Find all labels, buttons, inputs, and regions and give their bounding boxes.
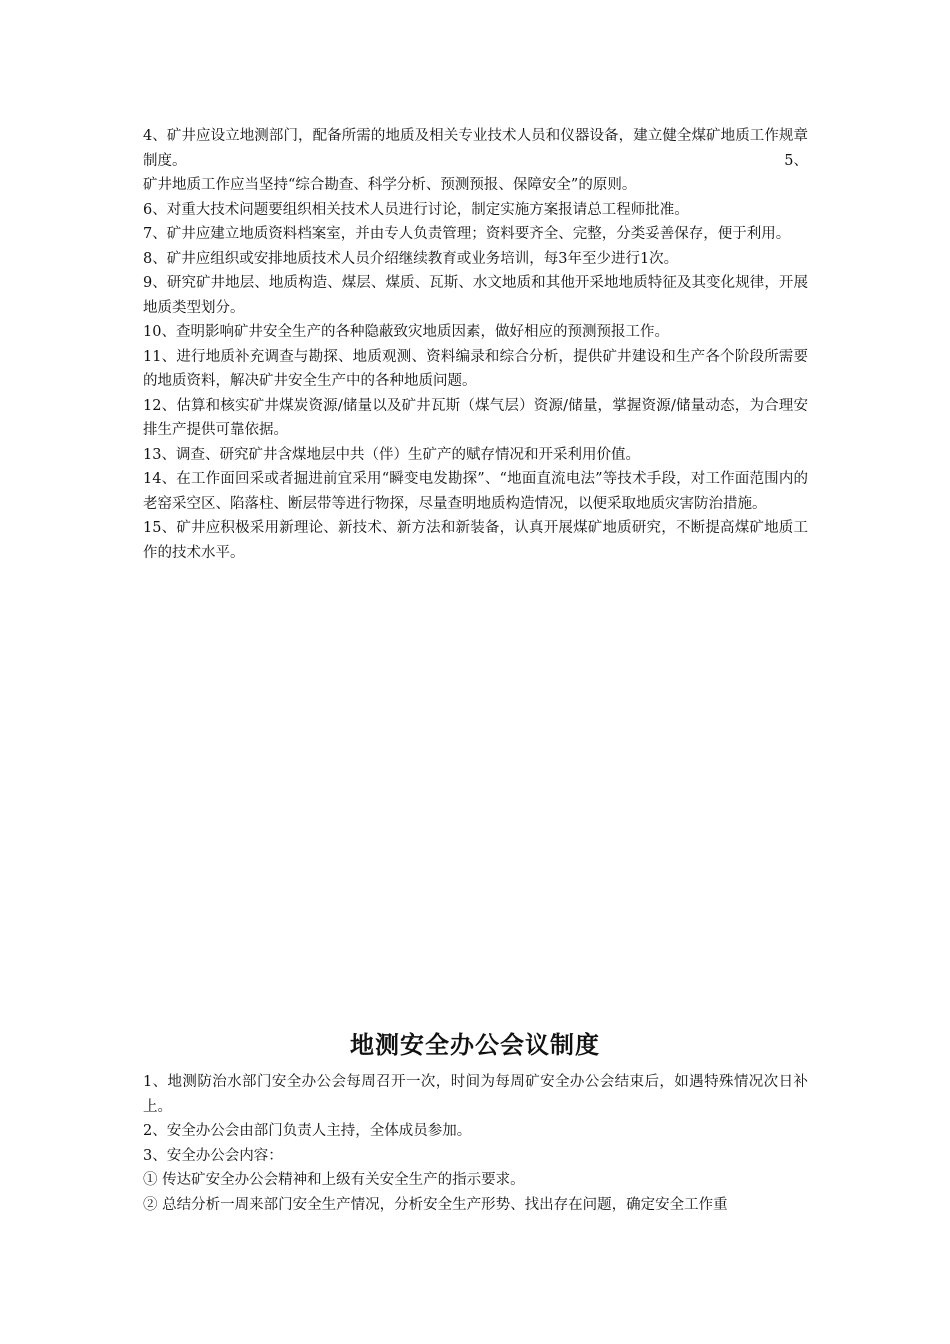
paragraph-12: 12、估算和核实矿井煤炭资源/储量以及矿井瓦斯（煤气层）资源/储量，掌握资源/储量动态，为合理安排生产提供可靠依据。 bbox=[143, 397, 808, 438]
paragraph-11: 11、进行地质补充调查与勘探、地质观测、资料编录和综合分析，提供矿井建设和生产各个阶段所需要的地质资料，解决矿井安全生产中的各种地质问题。 bbox=[143, 348, 808, 389]
paragraph-4: 4、矿井应设立地测部门，配备所需的地质及相关专业技术人员和仪器设备，建立健全煤矿地质工作规章制度。 bbox=[143, 128, 808, 169]
meeting-content-item-2: ② 总结分析一周来部门安全生产情况，分析安全生产形势、找出存在问题，确定安全工作重 bbox=[143, 1196, 728, 1213]
paragraph-5 bbox=[143, 152, 808, 198]
section-safety-meeting bbox=[143, 1070, 808, 1217]
paragraph-8: 8、矿井应组织或安排地质技术人员介绍继续教育或业务培训，每3年至少进行1次。 bbox=[143, 250, 679, 267]
paragraph-10: 10、查明影响矿井安全生产的各种隐蔽致灾地质因素，做好相应的预测预报工作。 bbox=[143, 324, 669, 340]
paragraph-5-number: 5、 bbox=[784, 152, 808, 169]
paragraph-14: 14、在工作面回采或者掘进前宜采用“瞬变电发勘探”、“地面直流电法”等技术手段，对工作面范围内的老窑采空区、陷落柱、断层带等进行物探，尽量查明地质构造情况，以便采取地质灾害防治措施。 bbox=[143, 471, 808, 512]
meeting-content-item-1: ① 传达矿安全办公会精神和上级有关安全生产的指示要求。 bbox=[143, 1172, 525, 1188]
paragraph-6: 6、对重大技术问题要组织相关技术人员进行讨论，制定实施方案报请总工程师批准。 bbox=[143, 201, 689, 218]
paragraph-5-text: 矿井地质工作应当坚持“综合勘查、科学分析、预测预报、保障安全”的原则。 bbox=[143, 177, 637, 193]
paragraph-15: 15、矿井应积极采用新理论、新技术、新方法和新装备，认真开展煤矿地质研究，不断提高煤矿地质工作的技术水平。 bbox=[143, 520, 808, 561]
paragraph-9: 9、研究矿井地层、地质构造、煤层、煤质、瓦斯、水文地质和其他开采地地质特征及其变化规律，开展地质类型划分。 bbox=[143, 275, 808, 316]
meeting-paragraph-2: 2、安全办公会由部门负责人主持，全体成员参加。 bbox=[143, 1123, 472, 1139]
meeting-paragraph-3: 3、安全办公会内容： bbox=[143, 1147, 283, 1164]
meeting-paragraph-1: 1、地测防治水部门安全办公会每周召开一次，时间为每周矿安全办公会结束后，如遇特殊情况次日补上。 bbox=[143, 1074, 808, 1115]
paragraph-7: 7、矿井应建立地质资料档案室，并由专人负责管理；资料要齐全、完整，分类妥善保存，便于利用。 bbox=[143, 226, 791, 242]
section-geology-rules bbox=[143, 124, 808, 565]
paragraph-13: 13、调查、研究矿井含煤地层中共（伴）生矿产的赋存情况和开采利用价值。 bbox=[143, 446, 640, 463]
section-title: 地测安全办公会议制度 bbox=[350, 1031, 600, 1059]
